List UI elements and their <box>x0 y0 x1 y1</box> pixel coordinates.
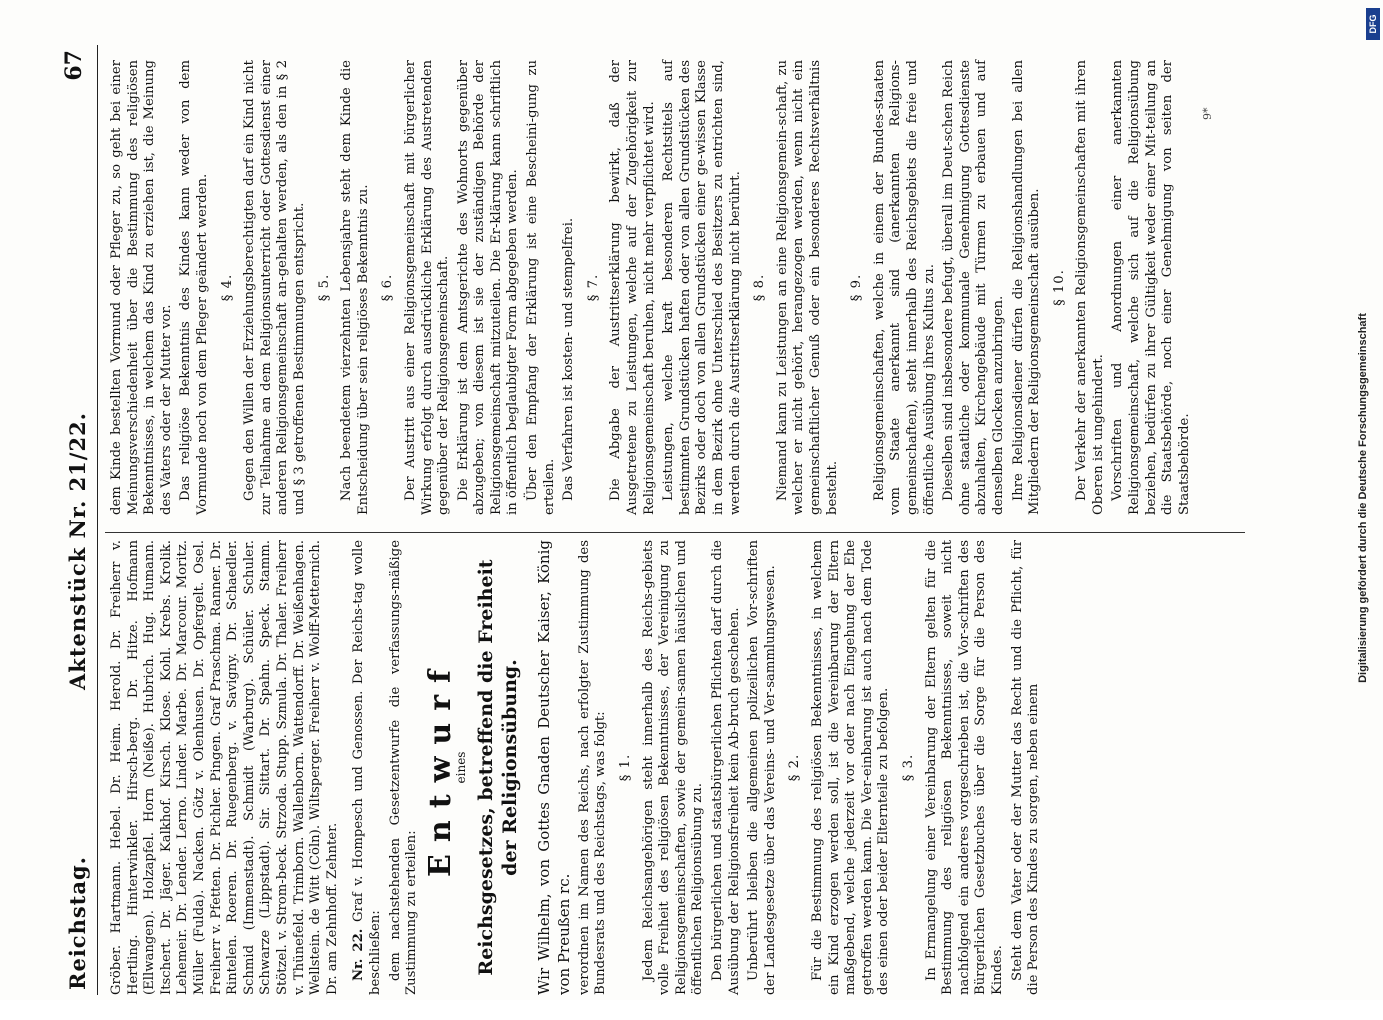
header-center: Aktenstück Nr. 21/22. <box>65 412 90 690</box>
signature-mark: 9* <box>1201 107 1214 120</box>
section-7-heading: § 7. <box>585 273 601 302</box>
digitization-sidebar <box>1348 10 1378 990</box>
section-10-heading: § 10. <box>1051 269 1067 306</box>
header-rule <box>97 45 98 995</box>
section-6-p2: Die Erklärung ist dem Amtsgerichte des Wohnorts gegenüber abzugeben; von diesem ist sie der zuständigen Behörde der Religionsgemeinschaft mitzuteilen. Die Er-klärung kann schriftlich in öffentlich beglaubigter Form abgegeben werden. <box>455 60 521 515</box>
right-column <box>109 60 1196 515</box>
continuation-p1: dem Kinde bestellten Vormund oder Pfleger zu, so geht bei einer Meinungsverschiedenheit über die Bestimmung des religiösen Bekenntnisses, in welchem das Kind zu erziehen ist, die Meinung des Vaters oder der Mutter vor. <box>109 60 174 515</box>
nr22-text2: dem nachstehenden Gesetzentwurfe die verfassungs-mäßige Zustimmung zu erteilen: <box>387 540 420 995</box>
section-3-p1: In Ermangelung einer Vereinbarung der Eltern gelten für die Bestimmung des religiösen Bekenntnisses, soweit nicht nachfolgend ein anderes vorgeschrieben ist, die Vor-schriften des Bürgerlichen Gesetzbuches über die Sorge für die Person des Kindes. <box>923 540 1005 995</box>
digitization-notice: Digitalisierung gefördert durch die Deutsche Forschungsgemeinschaft <box>1357 313 1369 683</box>
nr22-text: Graf v. Hompesch und Genossen. Der Reichs-tag wolle beschließen: <box>351 540 383 995</box>
section-9-p1: Religionsgemeinschaften, welche in einem der Bundes-staaten vom Staate anerkannt sind (anerkannten Religions-gemeinschaften), steht innerhalb des Reichsgebiets die freie und öffentliche Ausübung ihres Kultus zu. <box>871 60 937 515</box>
entwurf-title: Entwurf <box>422 658 458 877</box>
continuation-p2: Das religiöse Bekenntnis des Kindes kann weder von dem Vormunde noch von dem Pfleger geändert werden. <box>178 60 210 515</box>
section-10-p1: Der Verkehr der anerkannten Religionsgemeinschaften mit ihren Oberen ist ungehindert. <box>1074 60 1106 515</box>
dfg-logo-text: DFG <box>1368 14 1378 34</box>
section-2-heading: § 2. <box>787 753 803 782</box>
section-1-heading: § 1. <box>618 753 634 782</box>
section-10-p2: Vorschriften und Anordnungen einer anerkannten Religionsgemeinschaft, welche sich auf die Religionsübung beziehen, bedürfen zu ihrer Gültigkeit weder einer Mit-teilung an die Staatsbehörde, noch einer Genehmigung von seiten der Staatsbehörde. <box>1110 60 1192 515</box>
verordnen-line: verordnen im Namen des Reichs, nach erfolgter Zustimmung des Bundesrats und des Reichstags, was folgt: <box>576 540 609 995</box>
section-6-heading: § 6. <box>380 273 396 302</box>
section-8-p1: Niemand kann zu Leistungen an eine Religionsgemein-schaft, zu welcher er nicht gehört, herangezogen werden, wenn nicht ein gemeinschaftlicher Genuß oder ein besonderes Rechtsverhältnis besteht. <box>774 60 840 515</box>
section-1-p2: Den bürgerlichen und staatsbürgerlichen Pflichten darf durch die Ausübung der Religionsfreiheit kein Ab-bruch geschehen. <box>710 540 742 995</box>
section-7-p1: Die Abgabe der Austrittserklärung bewirkt, daß der Ausgetretene zu Leistungen, welche auf der Zugehörigkeit zur Religionsgemeinschaft beruhen, nicht mehr verpflichtet wird. <box>608 60 657 515</box>
dfg-logo <box>1366 8 1380 40</box>
section-6-p4: Das Verfahren ist kosten- und stempelfrei. <box>561 217 577 501</box>
section-4-heading: § 4. <box>219 273 235 302</box>
nr22-label: Nr. 22. <box>351 928 367 981</box>
kaiser-line: Wir Wilhelm, von Gottes Gnaden Deutscher Kaiser, König von Preußen rc. <box>534 540 573 995</box>
section-1-p1: Jedem Reichsangehörigen steht innerhalb des Reichs-gebiets volle Freiheit des religiösen Bekenntnisses, der Vereinigung zu Religionsgemeinschaften, sowie der gemein-samen häuslichen und öffentlichen Religionsübung zu. <box>640 540 706 995</box>
left-column <box>109 540 1046 995</box>
section-6-p1: Der Austritt aus einer Religionsgemeinschaft mit bürgerlicher Wirkung erfolgt durch ausdrückliche Erklärung des Austretenden gegenüber der Religionsgemeinschaft. <box>402 60 452 515</box>
rotated-document-page <box>61 20 1291 1020</box>
section-5-p1: Nach beendetem vierzehnten Lebensjahre steht dem Kinde die Entscheidung über sein religiöses Bekenntnis zu. <box>339 60 371 515</box>
section-8-heading: § 8. <box>752 273 768 302</box>
section-1-p3: Unberührt bleiben die allgemeinen polizeilichen Vor-schriften der Landesgesetze über das Vereins- und Ver-sammlungswesen. <box>746 540 778 995</box>
column-divider <box>105 532 1245 533</box>
page-header <box>61 20 101 1020</box>
section-4-p1: Gegen den Willen der Erziehungsberechtigten darf ein Kind nicht zur Teilnahme an dem Religionsunterricht oder Gottesdienst einer anderen Religionsgemeinschaft an-gehalten werden, als den in § 2 und § 3 getroffenen Bestimmungen entspricht. <box>242 60 307 515</box>
law-subtitle: Reichsgesetzes, betreffend die Freiheit der Religionsübung. <box>474 559 521 976</box>
nr22-paragraph <box>351 540 384 995</box>
member-names: Gröber. Hartmann. Hebel. Dr. Heim. Herold. Dr. Freiherr v. Hertling. Hinterwinkler. Hirsch-berg. Dr. Hitze. Hofmann (Ellwangen). Holzapfel. Horn (Neiße). Hubrich. Hug. Humann. Itschert. Dr. Jäger. Kalkhof. Kirsch. Klose. Kohl. Krebs. Krolik. Lehemeir. Dr. Lender. Lerno. Linder. Marbe. Dr. Marcour. Moritz. Müller (Fulda). Nacken. Götz v. Olenhusen. Dr. Opfergelt. Osel. Freiherr v. Pfetten. Dr. Pichler. Pingen. Graf Praschma. Ranner. Dr. Rintelen. Roeren. Dr. Ruegenberg. v. Savigny. Dr. Schaedler. Schmid (Immenstadt). Schmidt (Warburg). Schüler. Schuler. Schwarze (Lippstadt). Sir. Sittart. Dr. Spahn. Speck. Stamm. Stötzel. v. Strom-beck. Strzoda. Stupp. Szmula. Dr. Thaler. Freiherr v. Thünefeld. Trimborn. Wallenborn. Wattendorff. Dr. Weißenhagen. Wellstein. de Witt (Cöln). Wiltsperger. Freiherr v. Wolff-Metternich. Dr. am Zehnhoff. Zehnter. <box>109 540 340 995</box>
section-9-p2: Dieselben sind insbesondere befugt, überall im Deut-schen Reich ohne staatliche oder kommunale Genehmigung Gottesdienste abzuhalten, Kirchengebäude mit Türmen zu erbauen und auf denselben Glocken anzubringen. <box>941 60 1006 515</box>
section-5-heading: § 5. <box>316 273 332 302</box>
page-number: 67 <box>61 50 87 81</box>
section-7-p2: Leistungen, welche kraft besonderen Rechtstitels auf bestimmten Grundstücken haften oder von allen Grundstücken des Bezirks oder doch von allen Grundstücken einer ge-wissen Klasse in dem Bezirk ohne Unterschied des Besitzers zu entrichten sind, werden durch die Austrittserklärung nicht berührt. <box>661 60 743 515</box>
section-3-p2: Steht dem Vater oder der Mutter das Recht und die Pflicht, für die Person des Kindes zu sorgen, neben einem <box>1009 540 1042 995</box>
header-left: Reichstag. <box>65 856 90 990</box>
section-9-heading: § 9. <box>849 273 865 302</box>
section-6-p3: Über den Empfang der Erklärung ist eine Bescheini-gung zu erteilen. <box>525 60 557 515</box>
section-2-p1: Für die Bestimmung des religiösen Bekenntnisses, in welchem ein Kind erzogen werden soll, ist die Vereinbarung der Eltern maßgebend, welche jederzeit vor oder nach Eingehung der Ehe getroffen werden kann. Die Ver-einbarung ist auch nach dem Tode des einen oder beider Elternteile zu befolgen. <box>810 540 892 995</box>
eines-word: eines <box>454 751 469 784</box>
section-3-heading: § 3. <box>900 753 916 782</box>
section-9-p3: Ihre Religionsdiener dürfen die Religionshandlungen bei allen Mitgliedern der Religionsgemeinschaft ausüben. <box>1010 60 1043 515</box>
